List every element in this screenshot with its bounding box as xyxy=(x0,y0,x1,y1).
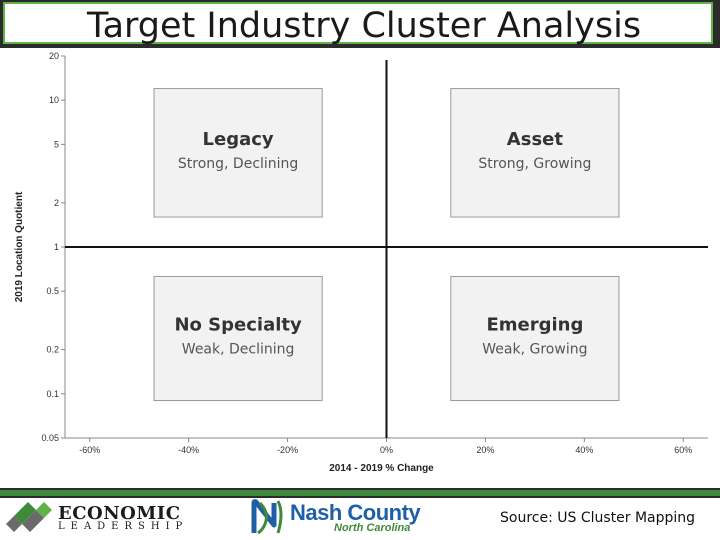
quadrant-box-legacy xyxy=(154,89,322,217)
nash-county-logo xyxy=(248,498,428,538)
nash-county-logo-word2: North Carolina xyxy=(334,522,411,534)
quadrant-box-emerging xyxy=(451,276,619,400)
x-tick-label: -60% xyxy=(79,445,101,455)
source-citation: Source: US Cluster Mapping xyxy=(500,510,696,526)
y-tick-label: 10 xyxy=(48,95,59,106)
x-tick-label: -20% xyxy=(277,445,299,455)
footer-divider-green xyxy=(0,490,720,496)
quadrant-title-legacy: Legacy xyxy=(202,128,274,150)
y-tick-label: 0.1 xyxy=(46,388,59,399)
quadrant-subtitle-emerging: Weak, Growing xyxy=(482,341,588,358)
quadrant-box-no-specialty xyxy=(154,276,322,400)
economic-leadership-logo xyxy=(4,498,189,536)
y-tick-label: 0.2 xyxy=(46,344,59,355)
x-tick-label: 60% xyxy=(674,445,693,455)
y-tick-label: 2 xyxy=(53,197,59,208)
y-tick-label: 1 xyxy=(53,242,59,252)
nash-county-logo-mark-icon xyxy=(248,499,286,535)
x-tick-label: -40% xyxy=(178,445,200,455)
quadrant-subtitle-legacy: Strong, Declining xyxy=(177,155,299,172)
quadrant-box-asset xyxy=(451,89,619,217)
x-tick-label: 0% xyxy=(379,445,394,455)
economic-leadership-logo-word1: ECONOMIC xyxy=(58,503,181,524)
quadrant-subtitle-no-specialty: Weak, Declining xyxy=(181,341,295,358)
x-axis-label: 2014 - 2019 % Change xyxy=(329,463,434,474)
x-tick-label: 20% xyxy=(476,445,495,455)
economic-leadership-logo-mark-icon xyxy=(4,502,52,532)
y-tick-label: 20 xyxy=(48,51,59,61)
quadrant-title-no-specialty: No Specialty xyxy=(174,314,302,336)
title-frame xyxy=(3,2,713,44)
y-tick-label: 0.5 xyxy=(46,286,59,297)
page-title: Target Industry Cluster Analysis xyxy=(87,6,642,46)
quadrant-subtitle-asset: Strong, Growing xyxy=(478,155,592,172)
quadrant-chart xyxy=(0,48,720,480)
quadrant-title-asset: Asset xyxy=(506,128,563,150)
economic-leadership-logo-word2: LEADERSHIP xyxy=(58,521,189,532)
title-bar xyxy=(0,0,720,48)
x-tick-label: 40% xyxy=(575,445,594,455)
quadrant-title-emerging: Emerging xyxy=(486,314,584,336)
footer xyxy=(0,498,720,540)
y-axis-label: 2019 Location Quotient xyxy=(14,191,25,303)
y-tick-label: 5 xyxy=(53,139,59,150)
nash-county-logo-word1: Nash County xyxy=(290,500,421,525)
y-tick-label: 0.05 xyxy=(41,433,59,443)
